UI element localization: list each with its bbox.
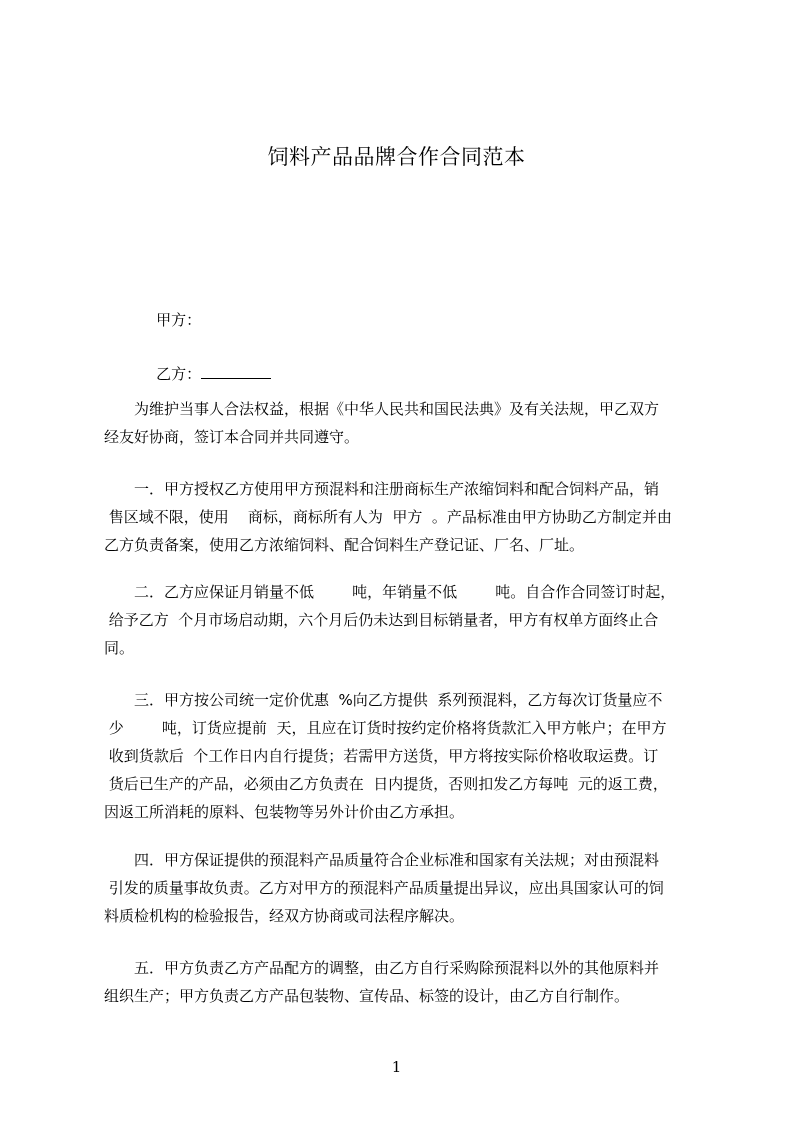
paragraph-line: 二．乙方应保证月销量不低 吨，年销量不低 吨。自合作合同签订时起，: [104, 583, 676, 601]
party-a-label: 甲方：: [156, 311, 202, 329]
paragraph-line: 少 吨，订货应提前 天，且应在订货时按约定价格将货款汇入甲方帐户；在甲方: [104, 719, 667, 737]
paragraph-line: 料质检机构的检验报告，经双方协商或司法程序解决。: [104, 907, 465, 925]
paragraph-line: 因返工所消耗的原料、包装物等另外计价由乙方承担。: [104, 803, 465, 821]
party-a-line: [137, 290, 201, 350]
party-b-label: 乙方：: [156, 365, 202, 383]
paragraph-line: 一．甲方授权乙方使用甲方预混料和注册商标生产浓缩饲料和配合饲料产品，销: [104, 480, 660, 498]
party-b-blank: [201, 364, 271, 379]
paragraph-line: 引发的质量事故负责。乙方对甲方的预混料产品质量提出异议，应出具国家认可的饲: [104, 879, 664, 897]
paragraph-line: 同。: [104, 639, 135, 657]
paragraph-clause-3: [104, 686, 704, 826]
paragraph-line: 经友好协商，签订本合同并共同遵守。: [104, 428, 360, 446]
paragraph-preamble: [104, 395, 704, 451]
paragraph-clause-2: [104, 578, 704, 662]
paragraph-line: 乙方负责备案，使用乙方浓缩饲料、配合饲料生产登记证、厂名、厂址。: [104, 536, 585, 554]
paragraph-clause-5: [104, 954, 704, 1010]
page-number: 1: [391, 1058, 402, 1076]
paragraph-line: 五．甲方负责乙方产品配方的调整，由乙方自行采购除预混料以外的其他原料并: [104, 959, 660, 977]
paragraph-line: 货后已生产的产品，必须由乙方负责在 日内提货，否则扣发乙方每吨 元的返工费，: [104, 775, 668, 793]
paragraph-line: 组织生产；甲方负责乙方产品包装物、宣传品、标签的设计，由乙方自行制作。: [104, 987, 630, 1005]
paragraph-line: 给予乙方 个月市场启动期，六个月后仍未达到目标销量者，甲方有权单方面终止合: [104, 611, 659, 629]
document-title: 饲料产品品牌合作合同范本: [267, 145, 526, 169]
paragraph-clause-1: [104, 475, 704, 559]
paragraph-clause-4: [104, 846, 704, 930]
paragraph-line: 收到货款后 个工作日内自行提货；若需甲方送货，甲方将按实际价格收取运费。订: [104, 747, 659, 765]
paragraph-line: 四．甲方保证提供的预混料产品质量符合企业标准和国家有关法规；对由预混料: [104, 851, 660, 869]
paragraph-line: 售区域不限，使用 商标，商标所有人为 甲方 。产品标准由甲方协助乙方制定并由: [104, 508, 672, 526]
paragraph-line: 为维护当事人合法权益，根据《中华人民共和国民法典》及有关法规，甲乙双方: [104, 400, 660, 418]
paragraph-line: 三．甲方按公司统一定价优惠 %向乙方提供 系列预混料，乙方每次订货量应不: [104, 691, 663, 709]
